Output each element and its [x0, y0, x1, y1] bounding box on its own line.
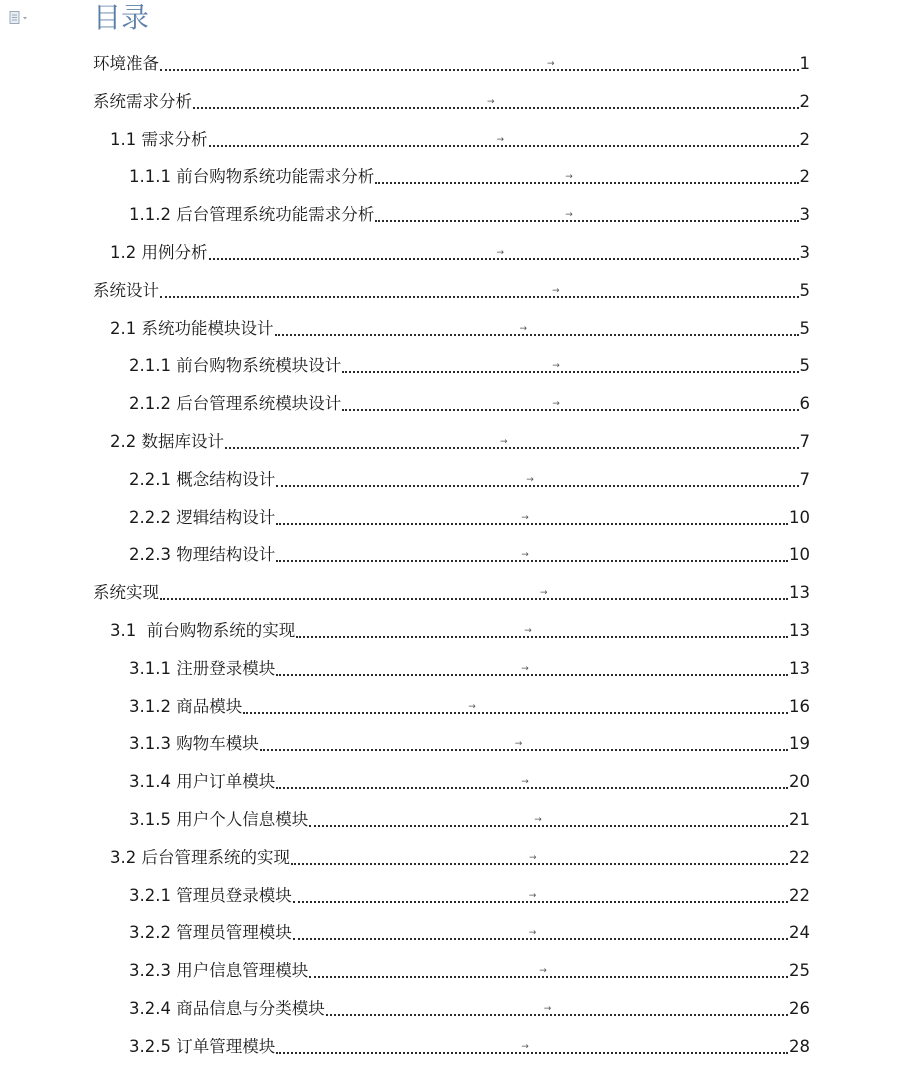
tab-arrow-icon: →	[500, 437, 508, 447]
tab-arrow-icon: →	[547, 59, 555, 69]
dot-leader	[275, 323, 799, 336]
toc-entry-label: 3.1.2 商品模块	[129, 696, 243, 716]
toc-entry-label: 系统需求分析	[93, 91, 192, 111]
toc-entry-label: 3.2.2 管理员管理模块	[129, 923, 292, 943]
tab-arrow-icon: →	[539, 966, 547, 977]
tab-arrow-icon: →	[521, 1041, 529, 1052]
toc-entry-page-number: 26	[789, 999, 810, 1018]
dot-leader	[309, 966, 788, 978]
toc-entry-page-number: 13	[789, 583, 810, 603]
toc-entry-page-number: 24	[789, 923, 810, 943]
toc-entry[interactable]	[110, 307, 810, 345]
tab-arrow-icon: →	[534, 815, 542, 825]
tab-arrow-icon: →	[565, 172, 573, 183]
toc-entry-label: 3.2.5 订单管理模块	[129, 1036, 276, 1056]
tab-arrow-icon: →	[543, 1004, 552, 1014]
tab-arrow-icon: →	[519, 323, 528, 334]
toc-entry-label: 2.1.1 前台购物系统模块设计	[129, 356, 342, 376]
toc-entry-label: 1.1 需求分析	[110, 129, 208, 149]
toc-entry-page-number: 22	[789, 885, 810, 905]
tab-arrow-icon: →	[552, 399, 560, 410]
dot-leader	[276, 1041, 788, 1054]
toc-entry-label: 3.1.3 购物车模块	[129, 734, 259, 754]
toc-entry-label: 系统实现	[93, 583, 159, 603]
dot-leader	[276, 777, 788, 789]
toc-entry-page-number: 22	[789, 847, 810, 867]
document-icon[interactable]	[8, 10, 38, 24]
dot-leader	[291, 852, 788, 865]
toc-entry-page-number: 2	[799, 129, 810, 149]
toc-entry-label: 2.2.3 物理结构设计	[129, 545, 276, 565]
toc-entry-page-number: 2	[799, 91, 810, 111]
toc-entry-page-number: 6	[799, 394, 810, 414]
toc-entry-label: 2.2 数据库设计	[110, 432, 224, 451]
toc-entry-label: 1.1.2 后台管理系统功能需求分析	[129, 205, 375, 225]
toc-entry-page-number: 3	[799, 243, 810, 262]
tab-arrow-icon: →	[529, 852, 537, 863]
dot-leader	[276, 550, 788, 562]
toc-entry-label: 2.1.2 后台管理系统模块设计	[129, 394, 342, 414]
toc-entry[interactable]	[129, 685, 810, 723]
tab-arrow-icon: →	[521, 512, 529, 523]
dot-leader	[342, 399, 798, 411]
toc-entry-label: 3.2.3 用户信息管理模块	[129, 961, 309, 981]
toc-entry-label: 1.2 用例分析	[110, 243, 208, 262]
dot-leader	[160, 285, 799, 298]
toc-entry-page-number: 10	[789, 507, 810, 527]
dot-leader	[276, 474, 798, 487]
toc-entry-page-number: 19	[789, 734, 810, 754]
toc-entry-label: 3.2.1 管理员登录模块	[129, 885, 292, 905]
toc-entry-page-number: 3	[799, 205, 810, 225]
toc-entry[interactable]	[129, 987, 810, 1025]
toc-entry-page-number: 21	[789, 810, 810, 829]
toc-entry-label: 3.1.4 用户订单模块	[129, 772, 276, 792]
toc-entry-label: 环境准备	[93, 54, 159, 73]
tab-arrow-icon: →	[521, 777, 529, 788]
tab-arrow-icon: →	[552, 361, 560, 372]
toc-entry-page-number: 5	[799, 280, 810, 300]
toc-entry[interactable]	[129, 533, 810, 571]
toc-entry-page-number: 5	[799, 318, 810, 338]
toc-entry-label: 2.2.1 概念结构设计	[129, 469, 276, 489]
toc-entry[interactable]	[129, 382, 810, 420]
toc-entry-page-number: 25	[789, 961, 810, 981]
toc-entry[interactable]	[129, 798, 810, 836]
toc-entry-page-number: 20	[789, 772, 810, 792]
toc-entry[interactable]	[129, 1025, 810, 1063]
dot-leader	[309, 815, 788, 827]
dot-leader	[243, 701, 788, 714]
page-title: 目录	[93, 1, 150, 34]
tab-arrow-icon: →	[514, 739, 523, 750]
toc-entry[interactable]	[110, 118, 810, 156]
toc-entry-label: 3.2 后台管理系统的实现	[110, 847, 290, 867]
toc-entry[interactable]	[110, 609, 810, 647]
toc-entry-label: 2.2.2 逻辑结构设计	[129, 507, 276, 527]
toc-entry[interactable]	[129, 647, 810, 685]
toc-entry-page-number: 7	[799, 432, 810, 451]
tab-arrow-icon: →	[528, 928, 537, 939]
toc-entry[interactable]	[110, 420, 810, 458]
dot-leader	[160, 588, 788, 600]
dot-leader	[209, 134, 799, 147]
tab-arrow-icon: →	[565, 210, 573, 221]
toc-entry-page-number: 7	[799, 469, 810, 489]
dot-leader	[276, 663, 788, 676]
toc-entry[interactable]	[129, 155, 810, 193]
dot-leader	[375, 172, 798, 184]
toc-entry[interactable]	[129, 344, 810, 382]
toc-entry[interactable]	[110, 836, 810, 874]
dot-leader	[209, 248, 799, 260]
dot-leader	[375, 210, 798, 222]
toc-entry[interactable]	[129, 496, 810, 534]
dot-leader	[293, 928, 788, 940]
dot-leader	[260, 739, 788, 751]
toc-entry[interactable]	[93, 42, 810, 80]
toc-entry-page-number: 5	[799, 356, 810, 376]
toc-entry[interactable]	[129, 458, 810, 496]
toc-entry[interactable]	[129, 722, 810, 760]
toc-entry[interactable]	[129, 193, 810, 231]
dot-leader	[296, 626, 788, 638]
tab-arrow-icon: →	[524, 626, 532, 636]
tab-arrow-icon: →	[496, 248, 505, 258]
toc-entry-label: 2.1 系统功能模块设计	[110, 318, 274, 338]
toc-entry[interactable]	[93, 571, 810, 609]
toc-entry[interactable]	[129, 949, 810, 987]
toc-entry-page-number: 13	[789, 621, 810, 640]
dot-leader	[326, 1004, 788, 1016]
dot-leader	[276, 512, 788, 525]
tab-arrow-icon: →	[521, 550, 529, 561]
toc-entry[interactable]	[129, 911, 810, 949]
dot-leader	[293, 890, 788, 903]
dot-leader	[193, 96, 799, 109]
toc-entry-label: 3.1.1 注册登录模块	[129, 658, 276, 678]
tab-arrow-icon: →	[528, 890, 537, 901]
tab-arrow-icon: →	[526, 474, 534, 485]
toc-entry-label: 系统设计	[93, 280, 159, 300]
toc-entry-label: 3.2.4 商品信息与分类模块	[129, 999, 325, 1018]
dot-leader	[225, 437, 799, 449]
dot-leader	[160, 59, 799, 71]
toc-entry[interactable]	[129, 760, 810, 798]
toc-entry[interactable]	[110, 231, 810, 269]
toc-entry-page-number: 13	[789, 658, 810, 678]
toc-entry-label: 1.1.1 前台购物系统功能需求分析	[129, 167, 375, 187]
toc-entry[interactable]	[129, 874, 810, 912]
dot-leader	[342, 361, 798, 373]
tab-arrow-icon: →	[552, 285, 560, 296]
toc-entry-page-number: 1	[799, 54, 810, 73]
toc-entry-label: 3.1.5 用户个人信息模块	[129, 810, 309, 829]
toc-entry[interactable]	[93, 80, 810, 118]
tab-arrow-icon: →	[521, 663, 529, 674]
toc-entry-page-number: 2	[799, 167, 810, 187]
tab-arrow-icon: →	[496, 134, 505, 145]
toc-entry-page-number: 16	[789, 696, 810, 716]
toc-entry-label: 3.1 前台购物系统的实现	[110, 621, 296, 640]
toc-entry-page-number: 28	[789, 1036, 810, 1056]
tab-arrow-icon: →	[487, 96, 495, 107]
tab-arrow-icon: →	[468, 701, 476, 712]
toc-entry-page-number: 10	[789, 545, 810, 565]
toc-entry[interactable]	[93, 269, 810, 307]
tab-arrow-icon: →	[540, 588, 548, 599]
